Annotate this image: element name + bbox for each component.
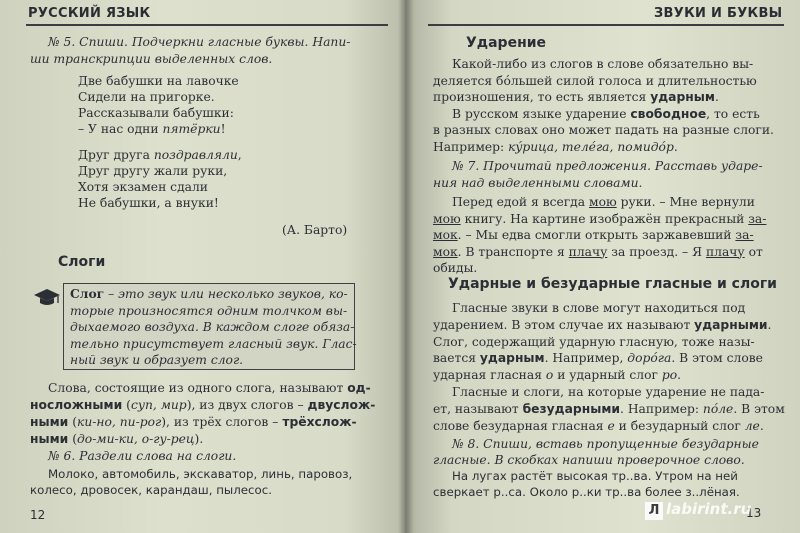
rule-line: ный звук и образует слог.	[70, 353, 244, 367]
ex6-task: № 6. Раздели слова на слоги.	[48, 449, 237, 463]
text-line: Гласные звуки в слове могут находиться под	[452, 301, 746, 315]
text-line: Слог, содержащий ударную гласную, тоже назы-	[433, 334, 755, 349]
text-line: Какой-либо из слогов в слове обязательно вы-	[452, 57, 754, 71]
text-line: Например: кýрица, телéга, помидóр.	[433, 139, 678, 154]
text-line: ными (ки-но, пи-рог), из трёх слогов – трёхслож-	[30, 415, 357, 429]
poem-line: Рассказывали бабушки:	[78, 106, 234, 120]
rule-line: Слог – это звук или несколько звуков, ко-	[70, 286, 348, 301]
poem-line: – У нас одни пятёрки!	[78, 122, 226, 136]
text-line: Гласные и слоги, на которые ударение не пада-	[452, 385, 765, 399]
right-header-rule	[428, 24, 784, 26]
left-header-rule	[26, 24, 388, 26]
heading-slogi: Слоги	[58, 254, 106, 270]
rule-line: дыхаемого воздуха. В каждом слоге обяза-	[70, 320, 355, 334]
poem-line: Друг друга поздравляли,	[78, 148, 242, 162]
heading-udarenie: Ударение	[466, 35, 547, 51]
text-line: В русском языке ударение свободное, то есть	[452, 106, 760, 121]
heading-stressed-unstressed: Ударные и безударные гласные и слоги	[448, 276, 777, 292]
ex8-text: На лугах растёт высокая тр..ва. Утром на ней	[452, 469, 738, 483]
ex6-words: Молоко, автомобиль, экскаватор, линь, паровоз,	[48, 467, 353, 481]
page-number-right: 13	[746, 506, 762, 520]
poem-author: (А. Барто)	[282, 223, 348, 237]
text-line: ными (до-ми-ки, о-гу-рец).	[30, 432, 204, 446]
right-header: ЗВУКИ И БУКВЫ	[654, 6, 783, 21]
text-line: обиды.	[433, 261, 478, 275]
text-line: ударением. В этом случае их называют ударными.	[433, 317, 772, 332]
poem-line: Две бабушки на лавочке	[78, 74, 239, 88]
rule-line: торые произносятся одним толчком вы-	[70, 303, 348, 318]
text-line: мою книгу. На картине изображён прекрасный за-	[433, 211, 767, 226]
ex7-task: ния над выделенными словами.	[433, 176, 643, 190]
poem-line: Друг другу жали руки,	[78, 164, 228, 178]
text-line: Перед едой я всегда мою руки. – Мне вернули	[452, 195, 755, 209]
ex6-words: колесо, дровосек, карандаш, пылесос.	[30, 483, 272, 497]
text-line: мок. В транспорте я плачу за проезд. – Я плачу от	[433, 244, 763, 259]
poem-line: Не бабушки, а внуки!	[78, 196, 219, 210]
ex8-task: гласные. В скобках напиши проверочное слово.	[433, 453, 745, 467]
text-line: вается ударным. Например, дорóга. В этом слове	[433, 351, 763, 366]
text-line: в разных словах оно может падать на разные слоги.	[433, 123, 774, 137]
text-line: ет, называют безударными. Например: пóле. В этом	[433, 401, 785, 416]
text-line: мок. – Мы едва смогли открыть заржавевший за-	[433, 228, 754, 242]
ex5-line-2: ши транскрипции выделенных слов.	[30, 52, 273, 66]
poem-line: Сидели на пригорке.	[78, 90, 215, 104]
text-line: Слова, состоящие из одного слога, называют од-	[48, 381, 371, 395]
text-line: носложными (суп, мир), из двух слогов – двуслож-	[30, 398, 376, 412]
watermark: Л labirint.ru	[645, 500, 751, 520]
rule-line: тельно присутствует гласный звук. Глас-	[70, 336, 357, 351]
graduation-cap-icon	[33, 287, 61, 307]
ex7-task: № 7. Прочитай предложения. Расставь ударе-	[452, 159, 763, 173]
ex8-text: сверкает р..са. Около р..ки тр..ва более з..лёная.	[433, 485, 740, 499]
left-header: РУССКИЙ ЯЗЫК	[28, 6, 151, 21]
watermark-logo: Л	[645, 502, 663, 520]
poem-line: Хотя экзамен сдали	[78, 180, 208, 194]
ex8-task: № 8. Спиши, вставь пропущенные безударные	[452, 437, 759, 451]
book-gutter	[398, 0, 414, 533]
page-number-left: 12	[30, 508, 46, 522]
ex5-line-1: № 5. Спиши. Подчеркни гласные буквы. Напи-	[48, 35, 351, 49]
text-line: произношения, то есть является ударным.	[433, 90, 719, 104]
text-line: ударная гласная о и ударный слог ро.	[433, 368, 682, 383]
text-line: слове безударная гласная е и безударный слог ле.	[433, 418, 764, 433]
text-line: деляется бóльшей силой голоса и длительностью	[433, 73, 757, 88]
